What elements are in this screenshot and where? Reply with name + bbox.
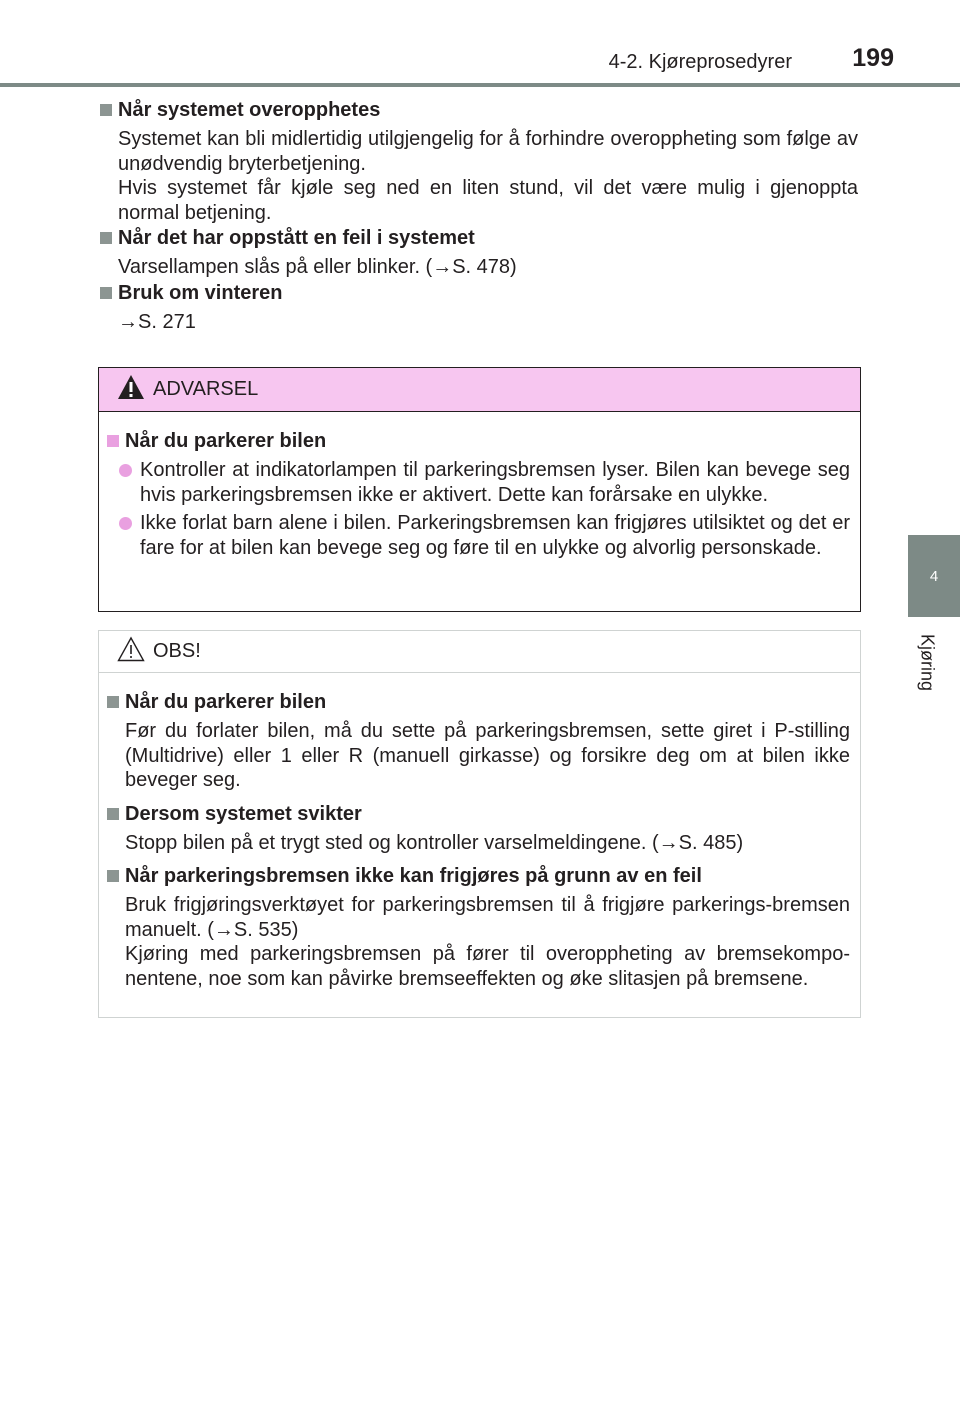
notice-header: OBS!	[99, 631, 860, 673]
square-bullet-icon	[100, 232, 112, 244]
notice-paragraph	[125, 831, 850, 856]
square-bullet-icon	[107, 870, 119, 882]
notice-heading: Dersom systemet svikter	[105, 801, 850, 827]
warning-header: ADVARSEL	[99, 368, 860, 412]
square-bullet-icon	[107, 435, 119, 447]
section-body: Systemet kan bli midlertidig utilgjengelig for å forhindre overoppheting som følge av unødvendig bryterbetjening. Hvis systemet får kjøle seg ned en liten stund, vil det være mulig i gjenoppta normal betjening.	[118, 128, 858, 224]
caution-triangle-outline-icon	[117, 636, 145, 668]
section-heading: Når det har oppstått en feil i systemet	[98, 225, 858, 251]
square-bullet-icon	[107, 808, 119, 820]
section-winter	[98, 280, 858, 335]
chapter-title: 4-2. Kjøreprosedyrer	[608, 51, 792, 73]
square-bullet-icon	[100, 287, 112, 299]
round-bullet-icon	[119, 517, 132, 530]
main-content	[98, 97, 858, 334]
warning-triangle-icon	[117, 374, 145, 406]
section-body	[118, 255, 858, 280]
notice-body	[99, 673, 860, 991]
chapter-tab[interactable]	[908, 535, 960, 617]
section-overheat	[98, 97, 858, 225]
chapter-tab-number: 4	[929, 567, 939, 585]
page-reference-link[interactable]: →S. 271	[118, 310, 196, 333]
square-bullet-icon	[100, 104, 112, 116]
notice-heading: Når parkeringsbremsen ikke kan frigjøres på grunn av en feil	[105, 863, 850, 889]
chapter-tab-label: Kjøring	[917, 634, 938, 692]
notice-heading: Når du parkerer bilen	[105, 689, 850, 715]
round-bullet-icon	[119, 464, 132, 477]
section-fault	[98, 225, 858, 280]
warning-bullet: Kontroller at indikatorlampen til parkeringsbremsen lyser. Bilen kan bevege seg hvis parkeringsbremsen ikke er aktivert. Dette kan forårsake en ulykke.	[119, 458, 850, 507]
warning-box	[98, 367, 861, 612]
section-heading: Når systemet overopphetes	[98, 97, 858, 123]
notice-paragraph: Før du forlater bilen, må du sette på parkeringsbremsen, sette giret i P-stilling (Multidrive) eller 1 eller R (manuell girkasse) og forsikre deg om at bilen ikke beveger seg.	[125, 720, 850, 791]
warning-body	[99, 412, 860, 560]
warning-heading: Når du parkerer bilen	[105, 428, 850, 454]
section-heading: Bruk om vinteren	[98, 280, 858, 306]
section-body	[118, 310, 858, 335]
square-bullet-icon	[107, 696, 119, 708]
warning-bullet: Ikke forlat barn alene i bilen. Parkeringsbremsen kan frigjøres utilsiktet og det er fare for at bilen kan bevege seg og føre til en ulykke og alvorlig personskade.	[119, 511, 850, 560]
page-reference-link[interactable]: Varsellampen slås på eller blinker. (→S. 478)	[118, 256, 517, 278]
header-rule	[0, 83, 960, 87]
page-number: 199	[852, 44, 894, 72]
page-reference-link[interactable]: Stopp bilen på et trygt sted og kontroller varselmeldingene. (→S. 485)	[125, 831, 744, 854]
page-reference-link[interactable]: Bruk frigjøringsverktøyet for parkeringsbremsen til å frigjøre parkerings-bremsen manuelt. (→S. 535)	[125, 894, 850, 941]
notice-paragraph: Bruk frigjøringsverktøyet for parkeringsbremsen til å frigjøre parkerings-bremsen manuelt. (→S. 535) Kjøring med parkeringsbremsen på fører til overoppheting av bremsekompo-nentene, noe som kan påvirke bremseeffekten og øke slitasjen på bremsene.	[125, 894, 850, 990]
notice-box	[98, 630, 861, 1018]
